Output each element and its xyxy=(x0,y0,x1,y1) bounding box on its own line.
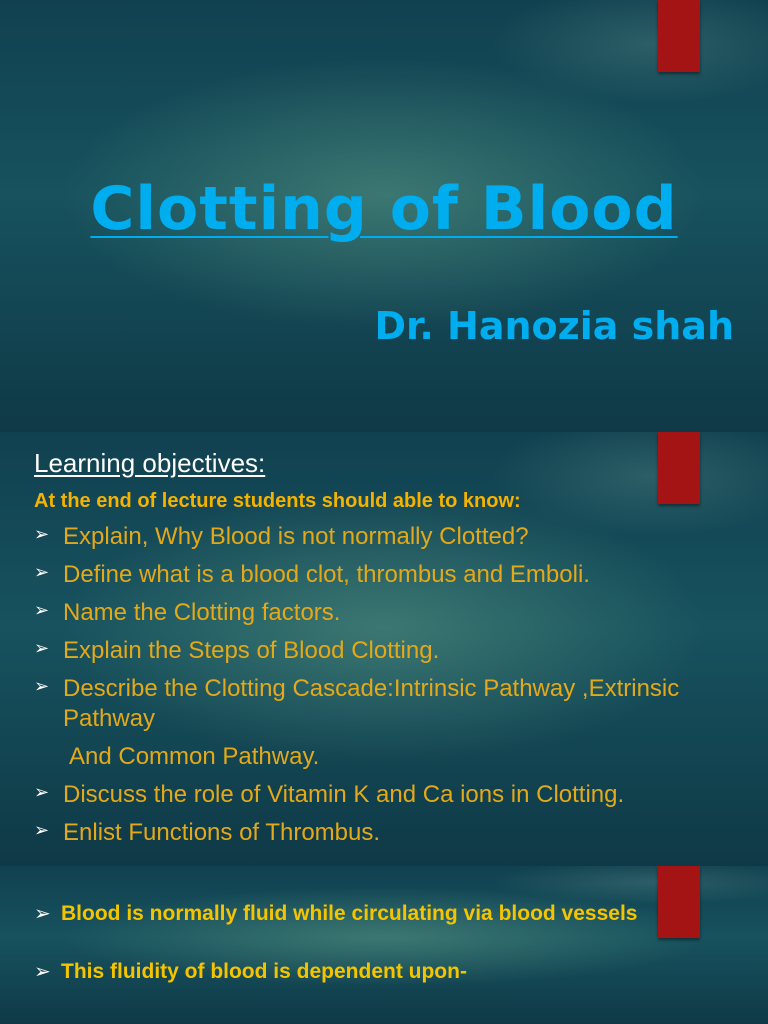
arrow-bullet-icon: ➢ xyxy=(34,676,50,697)
list-item xyxy=(34,674,734,734)
bullet-text: This fluidity of blood is dependent upon- xyxy=(61,960,467,983)
fluidity-slide xyxy=(0,866,768,1024)
objective-text: Describe the Clotting Cascade:Intrinsic Pathway ,Extrinsic Pathway xyxy=(63,675,680,732)
list-item xyxy=(34,636,734,666)
list-item xyxy=(34,780,734,810)
arrow-bullet-icon: ➢ xyxy=(34,524,50,545)
arrow-bullet-icon: ➢ xyxy=(34,901,51,925)
arrow-bullet-icon: ➢ xyxy=(34,600,50,621)
list-item xyxy=(34,958,721,986)
arrow-bullet-icon: ➢ xyxy=(34,638,50,659)
list-item xyxy=(34,818,734,848)
slide-title: Clotting of Blood xyxy=(90,174,678,244)
title-slide xyxy=(0,0,768,432)
objectives-intro: At the end of lecture students should able to know: xyxy=(34,490,521,512)
bullet-text: Blood is normally fluid while circulating via blood vessels xyxy=(61,902,638,925)
objective-text: Enlist Functions of Thrombus. xyxy=(63,819,381,846)
objectives-heading: Learning objectives: xyxy=(34,448,266,478)
objectives-list xyxy=(34,522,734,856)
objective-text: Name the Clotting factors. xyxy=(63,599,341,626)
list-item-continuation xyxy=(34,742,734,772)
list-item xyxy=(34,598,734,628)
arrow-bullet-icon: ➢ xyxy=(34,562,50,583)
list-item xyxy=(34,900,721,928)
list-item xyxy=(34,522,734,552)
list-item xyxy=(34,560,734,590)
author-name: Dr. Hanozia shah xyxy=(374,304,734,348)
arrow-bullet-icon: ➢ xyxy=(34,820,50,841)
arrow-bullet-icon: ➢ xyxy=(34,782,50,803)
objective-text: Discuss the role of Vitamin K and Ca ions in Clotting. xyxy=(63,781,625,808)
objective-text: Define what is a blood clot, thrombus and Emboli. xyxy=(63,561,590,588)
objectives-slide xyxy=(0,432,768,866)
objective-text: Explain, Why Blood is not normally Clotted? xyxy=(63,523,529,550)
accent-bar xyxy=(658,432,700,504)
objective-text: And Common Pathway. xyxy=(69,743,320,770)
arrow-bullet-icon: ➢ xyxy=(34,959,51,983)
objective-text: Explain the Steps of Blood Clotting. xyxy=(63,637,440,664)
accent-bar xyxy=(658,0,700,72)
